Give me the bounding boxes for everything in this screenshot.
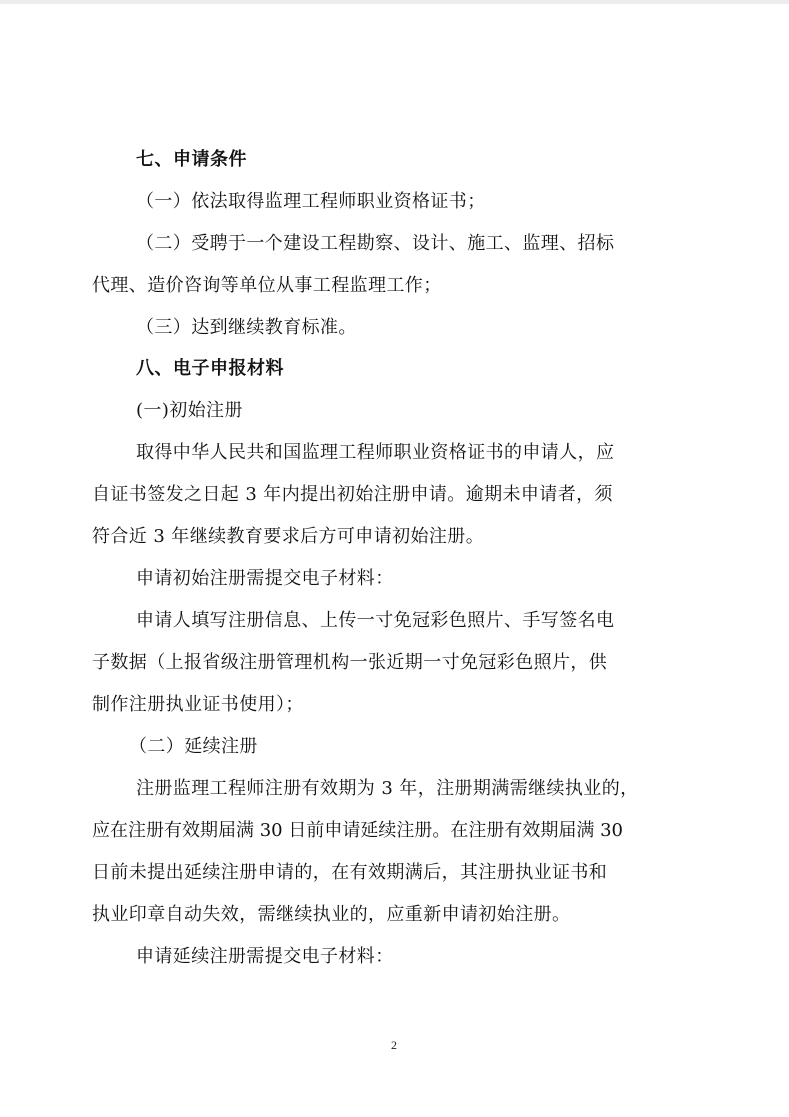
initial-registration-paragraph-line-2: 自证书签发之日起 3 年内提出初始注册申请。逾期未申请者，须 — [92, 484, 613, 505]
renewal-paragraph-line-2: 应在注册有效期届满 30 日前申请延续注册。在注册有效期届满 30 — [92, 820, 623, 841]
renewal-paragraph-line-4: 执业印章自动失效，需继续执业的，应重新申请初始注册。 — [92, 904, 571, 925]
condition-item-1: （一）依法取得监理工程师职业资格证书； — [136, 191, 486, 212]
condition-item-2-line-1: （二）受聘于一个建设工程勘察、设计、施工、监理、招标 — [136, 233, 615, 254]
initial-registration-paragraph-line-1: 取得中华人民共和国监理工程师职业资格证书的申请人，应 — [136, 442, 615, 463]
page-number: 2 — [391, 1038, 397, 1052]
renewal-paragraph-line-3: 日前未提出延续注册申请的，在有效期满后，其注册执业证书和 — [92, 862, 608, 883]
section-heading-electronic-materials: 八、电子申报材料 — [136, 358, 284, 379]
initial-registration-paragraph-line-3: 符合近 3 年继续教育要求后方可申请初始注册。 — [92, 526, 485, 547]
subheading-renewal-registration: （二）延续注册 — [129, 736, 258, 757]
condition-item-2-line-2: 代理、造价咨询等单位从事工程监理工作； — [92, 275, 442, 296]
renewal-paragraph-line-1: 注册监理工程师注册有效期为 3 年，注册期满需继续执业的， — [136, 778, 639, 799]
condition-item-3: （三）达到继续教育标准。 — [136, 317, 357, 338]
initial-registration-material-line-2: 子数据（上报省级注册管理机构一张近期一寸免冠彩色照片，供 — [92, 652, 608, 673]
viewer-top-edge — [0, 0, 789, 4]
renewal-material-intro: 申请延续注册需提交电子材料： — [136, 946, 394, 967]
initial-registration-material-line-1: 申请人填写注册信息、上传一寸免冠彩色照片、手写签名电 — [136, 610, 615, 631]
subheading-initial-registration: (一)初始注册 — [136, 400, 243, 421]
section-heading-application-conditions: 七、申请条件 — [136, 149, 247, 170]
initial-registration-material-line-3: 制作注册执业证书使用）； — [92, 694, 304, 715]
initial-registration-material-intro: 申请初始注册需提交电子材料： — [136, 568, 394, 589]
